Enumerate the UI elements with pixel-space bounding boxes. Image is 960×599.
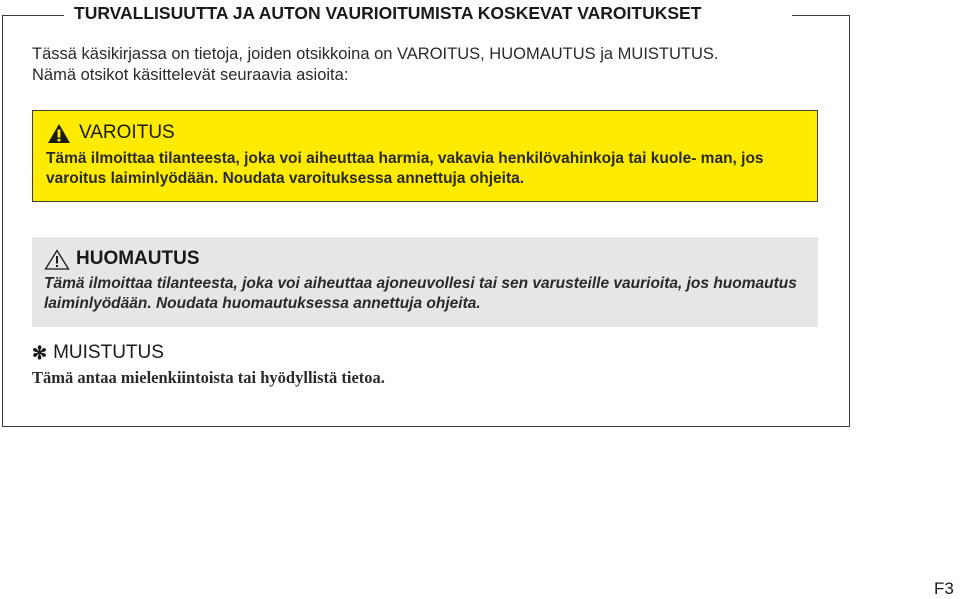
warning-title: VAROITUS (79, 122, 175, 143)
caution-title: HUOMAUTUS (76, 248, 200, 269)
warning-triangle-icon (47, 123, 71, 144)
notice-title-row (32, 342, 164, 364)
intro-line-1: Tässä käsikirjassa on tietoja, joiden otsikkoina on VAROITUS, HUOMAUTUS ja MUISTUTUS. (32, 45, 719, 63)
intro-paragraph (32, 44, 832, 86)
caution-title-row (44, 248, 200, 270)
notice-title: MUISTUTUS (53, 342, 164, 363)
asterisk-icon: ✻ (32, 342, 48, 363)
intro-line-2: Nämä otsikot käsittelevät seuraavia asioita: (32, 66, 349, 84)
caution-box (32, 237, 818, 327)
caution-triangle-outline-icon (44, 249, 70, 270)
caution-text: Tämä ilmoittaa tilanteesta, joka voi aiheuttaa ajoneuvollesi tai sen varusteille vaurioita, jos huomautus laiminlyödään. Noudata huomautuksessa annettuja ohjeita. (44, 275, 797, 312)
notice-text: Tämä antaa mielenkiintoista tai hyödyllistä tietoa. (32, 368, 385, 387)
warning-text: Tämä ilmoittaa tilanteesta, joka voi aiheuttaa harmia, vakavia henkilövahinkoja tai kuole- man, jos varoitus laiminlyödään. Noudata varoituksessa annettuja ohjeita. (46, 150, 764, 187)
heading-rule-right (792, 15, 850, 16)
heading-rule-left (2, 15, 64, 16)
section-heading: TURVALLISUUTTA JA AUTON VAURIOITUMISTA KOSKEVAT VAROITUKSET (74, 3, 702, 23)
page-number: F3 (934, 579, 954, 598)
warning-title-row (47, 122, 175, 144)
warning-box (32, 110, 818, 202)
